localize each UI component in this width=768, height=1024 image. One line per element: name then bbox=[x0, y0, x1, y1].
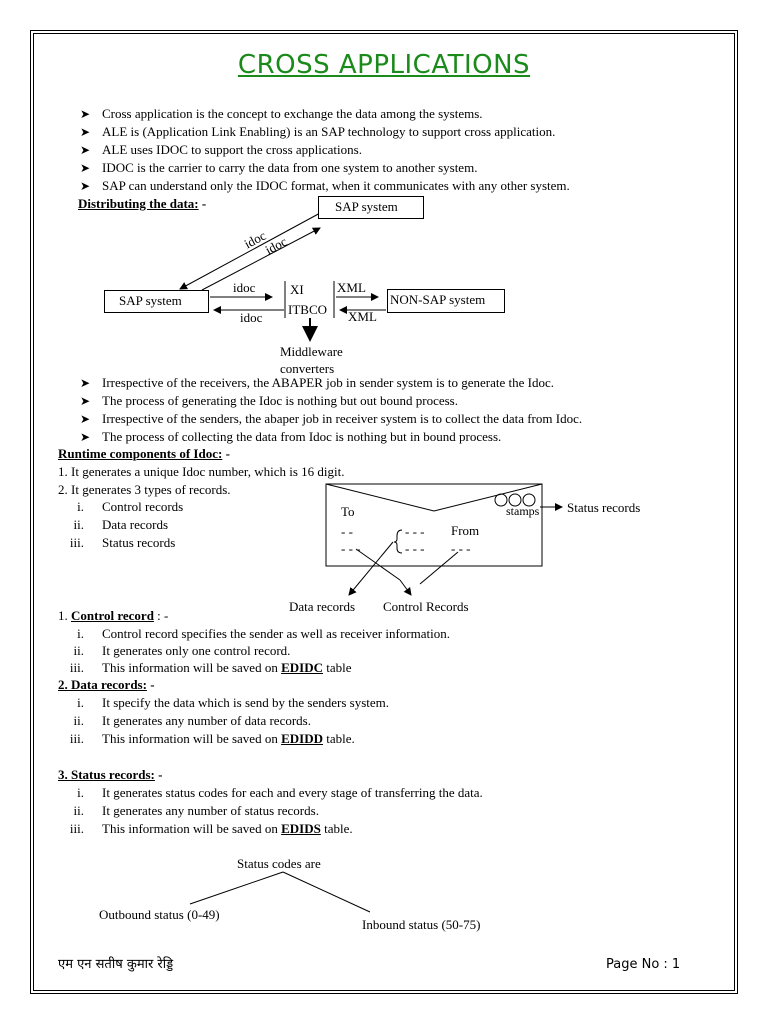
list-item: Control record specifies the sender as well as receiver information. bbox=[102, 626, 450, 641]
middleware-label: Middleware bbox=[280, 344, 343, 359]
list-item: Status records bbox=[102, 535, 176, 550]
inbound-status-label: Inbound status (50-75) bbox=[362, 917, 481, 932]
sap-system-top-label: SAP system bbox=[335, 199, 398, 214]
list-number: i. bbox=[77, 626, 84, 641]
itbco-label: ITBCO bbox=[288, 302, 327, 317]
list-item: It generates status codes for each and every stage of transferring the data. bbox=[102, 785, 483, 800]
list-item: This information will be saved on EDIDD table. bbox=[102, 731, 355, 746]
list-item: Irrespective of the receivers, the ABAPER job in sender system is to generate the Idoc. bbox=[102, 375, 554, 390]
stamps-label: stamps bbox=[506, 504, 540, 518]
bullet-arrow-icon: ➤ bbox=[80, 430, 91, 444]
bullet-arrow-icon: ➤ bbox=[80, 376, 91, 390]
list-number: i. bbox=[77, 499, 84, 514]
list-item: SAP can understand only the IDOC format, when it communicates with any other system. bbox=[102, 178, 570, 193]
data-records-label: Data records bbox=[289, 599, 356, 614]
page-title: CROSS APPLICATIONS bbox=[237, 50, 531, 80]
bullet-arrow-icon: ➤ bbox=[80, 412, 91, 426]
bullet-arrow-icon: ➤ bbox=[80, 394, 91, 408]
idoc-label: idoc bbox=[241, 227, 269, 252]
converters-label: converters bbox=[280, 361, 335, 376]
runtime-heading: Runtime components of Idoc: - bbox=[58, 446, 230, 461]
page-number: Page No : 1 bbox=[606, 957, 681, 972]
runtime-item: 2. It generates 3 types of records. bbox=[58, 482, 231, 497]
footer-author: एम एन सतीष कुमार रेड्डि bbox=[58, 957, 174, 972]
bullet-arrow-icon: ➤ bbox=[80, 143, 91, 157]
sap-system-left-label: SAP system bbox=[119, 293, 182, 308]
list-number: iii. bbox=[69, 535, 84, 550]
runtime-item: 1. It generates a unique Idoc number, which is 16 digit. bbox=[58, 464, 345, 479]
list-number: ii. bbox=[73, 803, 84, 818]
control-record-heading: 1. Control record : - bbox=[58, 608, 169, 623]
list-number: i. bbox=[77, 785, 84, 800]
bullet-arrow-icon: ➤ bbox=[80, 179, 91, 193]
data-records-heading: 2. Data records: - bbox=[58, 677, 155, 692]
idoc-label: idoc bbox=[262, 233, 290, 258]
status-codes-root: Status codes are bbox=[237, 856, 321, 871]
outbound-status-label: Outbound status (0-49) bbox=[99, 907, 220, 922]
list-item: This information will be saved on EDIDC table bbox=[102, 660, 352, 675]
list-number: iii. bbox=[69, 821, 84, 836]
status-records-heading: 3. Status records: - bbox=[58, 767, 163, 782]
idoc-label: idoc bbox=[240, 310, 263, 325]
list-item: IDOC is the carrier to carry the data from one system to another system. bbox=[102, 160, 478, 175]
distributing-heading: Distributing the data: - bbox=[78, 196, 207, 211]
xi-label: XI bbox=[290, 282, 304, 297]
list-number: ii. bbox=[73, 713, 84, 728]
dash-placeholder: - - - bbox=[341, 541, 361, 556]
dash-placeholder: - - - bbox=[451, 541, 471, 556]
list-item: It generates only one control record. bbox=[102, 643, 291, 658]
dash-placeholder: - - - bbox=[405, 541, 425, 556]
list-item: It generates any number of status records. bbox=[102, 803, 319, 818]
list-number: ii. bbox=[73, 643, 84, 658]
list-item: The process of generating the Idoc is nothing but out bound process. bbox=[102, 393, 458, 408]
list-item: The process of collecting the data from Idoc is nothing but in bound process. bbox=[102, 429, 502, 444]
non-sap-system-label: NON-SAP system bbox=[390, 292, 486, 307]
list-item: Cross application is the concept to exchange the data among the systems. bbox=[102, 106, 483, 121]
xml-label: XML bbox=[337, 280, 366, 295]
list-number: iii. bbox=[69, 660, 84, 675]
bullet-arrow-icon: ➤ bbox=[80, 107, 91, 121]
dash-placeholder: - - bbox=[341, 524, 353, 539]
idoc-label: idoc bbox=[233, 280, 256, 295]
list-item: Irrespective of the senders, the abaper job in receiver system is to collect the data from Idoc. bbox=[102, 411, 583, 426]
list-number: ii. bbox=[73, 517, 84, 532]
list-item: ALE is (Application Link Enabling) is an SAP technology to support cross application. bbox=[102, 124, 556, 139]
list-item: It specify the data which is send by the senders system. bbox=[102, 695, 390, 710]
list-item: It generates any number of data records. bbox=[102, 713, 311, 728]
list-number: i. bbox=[77, 695, 84, 710]
status-records-label: Status records bbox=[567, 500, 641, 515]
bullet-arrow-icon: ➤ bbox=[80, 125, 91, 139]
list-item: Data records bbox=[102, 517, 169, 532]
control-records-label: Control Records bbox=[383, 599, 469, 614]
list-number: iii. bbox=[69, 731, 84, 746]
to-label: To bbox=[341, 504, 355, 519]
list-item: This information will be saved on EDIDS table. bbox=[102, 821, 353, 836]
from-label: From bbox=[451, 523, 480, 538]
list-item: ALE uses IDOC to support the cross applications. bbox=[102, 142, 362, 157]
bullet-arrow-icon: ➤ bbox=[80, 161, 91, 175]
list-item: Control records bbox=[102, 499, 184, 514]
xml-label: XML bbox=[348, 309, 377, 324]
dash-placeholder: - - - bbox=[405, 524, 425, 539]
